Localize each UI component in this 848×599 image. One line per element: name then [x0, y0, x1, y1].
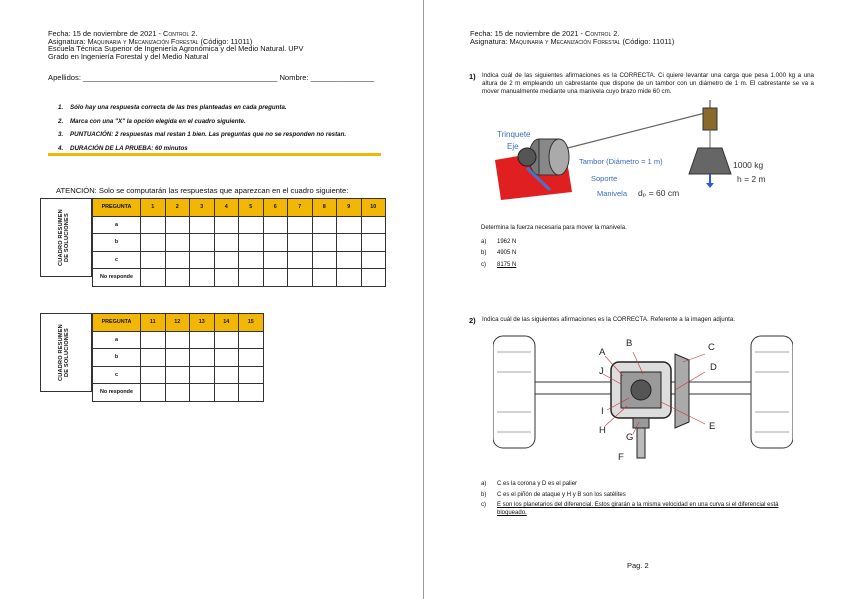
answer-cell[interactable]	[263, 216, 288, 234]
answer-cell[interactable]	[141, 269, 166, 287]
answer-cell[interactable]	[337, 251, 362, 269]
answer-cell[interactable]	[190, 251, 215, 269]
table-row	[93, 349, 264, 367]
answer-cell[interactable]	[214, 216, 239, 234]
left-wheel	[493, 336, 535, 448]
table-row	[93, 234, 386, 252]
answer-cell[interactable]	[239, 269, 264, 287]
answer-cell[interactable]	[337, 269, 362, 287]
answer-cell[interactable]	[190, 269, 215, 287]
atencion-text: ATENCIÓN: Solo se computarán las respuestas que aparezcan en el cuadro siguiente:	[56, 186, 349, 195]
label-soporte: Soporte	[591, 174, 618, 183]
answer-cell[interactable]	[190, 366, 215, 384]
answer-cell[interactable]	[214, 366, 239, 384]
answer-cell[interactable]	[214, 331, 239, 349]
apellidos-field[interactable]: Apellidos: ______________________________________________	[48, 73, 278, 82]
header-fecha: Fecha: 15 de noviembre de 2021 -	[470, 29, 586, 38]
question-number: 14	[214, 314, 239, 332]
answer-cell[interactable]	[190, 384, 215, 402]
row-label: b	[93, 349, 141, 367]
answer-cell[interactable]	[239, 384, 264, 402]
answer-cell[interactable]	[165, 216, 190, 234]
answer-cell[interactable]	[214, 234, 239, 252]
table1-answer-grid	[92, 198, 386, 287]
label-e: E	[709, 421, 716, 432]
answer-cell[interactable]	[190, 216, 215, 234]
answer-cell[interactable]	[141, 216, 166, 234]
option-a[interactable]: a) 1962 N	[481, 238, 517, 245]
drum-right	[549, 139, 569, 175]
label-g: G	[626, 432, 634, 443]
instruction-item: 4. DURACIÓN DE LA PRUEBA: 60 minutos	[58, 144, 188, 152]
answer-cell[interactable]	[165, 366, 190, 384]
nombre-field[interactable]: Nombre: _______________	[279, 73, 375, 82]
answer-cell[interactable]	[239, 216, 264, 234]
question-number: 5	[239, 199, 264, 217]
answer-cell[interactable]	[239, 349, 264, 367]
question-number: 13	[190, 314, 215, 332]
option-c[interactable]: c) E son los planetarios del diferencial. Estos girarán a la misma velocidad en una curva si el diferencial está bloqueado.	[481, 502, 779, 516]
row-label: b	[93, 234, 141, 252]
header-fecha: Fecha: 15 de noviembre de 2021 -	[48, 29, 164, 38]
header-escuela: Escuela Técnica Superior de Ingeniería Agronómica y del Medio Natural. UPV	[48, 44, 304, 54]
option-a[interactable]: a) C es la corona y D es el palier	[481, 480, 578, 487]
answer-cell[interactable]	[288, 251, 313, 269]
label-tambor: Tambor (Diámetro = 1 m)	[579, 157, 663, 166]
header-codigo: (Código: 11011)	[620, 36, 675, 46]
header-asignatura-label: Asignatura:	[470, 36, 510, 46]
answer-cell[interactable]	[288, 216, 313, 234]
trinquete-gear	[518, 148, 536, 166]
answer-cell[interactable]	[141, 349, 166, 367]
answer-cell[interactable]	[214, 384, 239, 402]
table1-side-box	[40, 198, 92, 277]
option-b[interactable]: b) C es el piñón de ataque y H y B son los satélites	[481, 492, 626, 499]
answer-cell[interactable]	[165, 269, 190, 287]
q2-number: 2)	[469, 316, 476, 325]
answer-cell[interactable]	[214, 269, 239, 287]
down-arrow-icon	[706, 183, 714, 188]
rope-line	[552, 112, 709, 152]
header-control: Control 2.	[585, 29, 620, 38]
answer-cell[interactable]	[361, 234, 386, 252]
answer-cell[interactable]	[165, 234, 190, 252]
instruction-item: 2. Marca con una "X" la opción elegida en el cuadro siguiente.	[58, 117, 246, 125]
option-c[interactable]: c) 8175 N	[481, 261, 517, 268]
table2-answer-grid	[92, 313, 264, 402]
header-asignatura-label: Asignatura:	[48, 36, 88, 46]
header-asignatura-name: Maquinaria y Mecanización Forestal	[87, 36, 199, 46]
q1-number: 1)	[469, 72, 476, 81]
answer-cell[interactable]	[239, 366, 264, 384]
answer-cell[interactable]	[263, 251, 288, 269]
table2-side-box	[40, 313, 92, 392]
question-number: 2	[165, 199, 190, 217]
center-gear	[631, 380, 651, 400]
question-number: 3	[190, 199, 215, 217]
answer-cell[interactable]	[190, 331, 215, 349]
answer-cell[interactable]	[288, 269, 313, 287]
instruction-item: 3. PUNTUACIÓN: 2 respuestas mal restan 1 bien. Las preguntas que no se responden no restan.	[58, 131, 347, 138]
answer-cell[interactable]	[214, 349, 239, 367]
label-a: A	[599, 347, 606, 358]
answer-cell[interactable]	[239, 234, 264, 252]
header-codigo: (Código: 11011)	[198, 36, 253, 46]
answer-cell[interactable]	[312, 251, 337, 269]
answer-cell[interactable]	[263, 269, 288, 287]
answer-cell[interactable]	[337, 234, 362, 252]
divider-line	[48, 153, 381, 156]
differential-figure	[493, 332, 793, 464]
answer-cell[interactable]	[337, 216, 362, 234]
answer-cell[interactable]	[312, 216, 337, 234]
row-label: c	[93, 366, 141, 384]
question-number: 10	[361, 199, 386, 217]
q1-text: Indica cuál de las siguientes afirmaciones es la CORRECTA. Ci quiere levantar una carga que pesa 1.000 kg a una altura de 2 m empleando un cabrestante que dispone de un tambor con un diámetro de 1 m. El cabrestante se va a mover manualmente mediante una manivela cuyo brazo mide 60 cm.	[482, 72, 814, 95]
label-f-bottom: F	[618, 452, 624, 463]
weight	[689, 148, 731, 174]
answer-cell[interactable]	[141, 331, 166, 349]
answer-cell[interactable]	[165, 384, 190, 402]
label-dp: dₚ = 60 cm	[638, 188, 680, 198]
table-row	[93, 251, 386, 269]
answer-cell[interactable]	[312, 234, 337, 252]
question-number: 15	[239, 314, 264, 332]
label-altura: h = 2 m	[737, 174, 766, 184]
q2-text: Indica cuál de las siguientes afirmaciones es la CORRECTA. Referente a la imagen adjunta.	[482, 316, 736, 323]
table-head-pregunta: PREGUNTA	[93, 199, 141, 217]
question-number: 9	[337, 199, 362, 217]
page-2	[425, 0, 848, 599]
table-row	[93, 366, 264, 384]
answer-cell[interactable]	[239, 251, 264, 269]
header-control: Control 2.	[163, 29, 198, 38]
label-eje: Eje	[507, 142, 519, 151]
answer-cell[interactable]	[141, 234, 166, 252]
pulley	[703, 108, 717, 130]
row-label: a	[93, 216, 141, 234]
label-d: D	[710, 362, 717, 373]
row-label: c	[93, 251, 141, 269]
student-fields	[48, 73, 374, 82]
answer-cell[interactable]	[214, 251, 239, 269]
table1-side-label: CUADRO RESUMEN DE SOLUCIONES	[58, 209, 70, 267]
table-head-pregunta: PREGUNTA	[93, 314, 141, 332]
page1-header	[48, 30, 398, 60]
header-asignatura-name: Maquinaria y Mecanización Forestal	[509, 36, 621, 46]
table-row	[93, 216, 386, 234]
q2-options	[481, 478, 816, 517]
table2-side-label: CUADRO RESUMEN DE SOLUCIONES	[58, 324, 70, 382]
label-peso: 1000 kg	[733, 160, 764, 170]
question-number: 6	[263, 199, 288, 217]
question-number: 1	[141, 199, 166, 217]
label-h: H	[599, 425, 606, 436]
answer-cell[interactable]	[361, 216, 386, 234]
table-row	[93, 384, 264, 402]
answer-cell[interactable]	[165, 331, 190, 349]
question-number: 4	[214, 199, 239, 217]
ring-gear	[675, 354, 689, 428]
answer-cell[interactable]	[361, 269, 386, 287]
page2-header	[470, 30, 820, 45]
instructions-list	[58, 104, 388, 158]
answer-cell[interactable]	[239, 331, 264, 349]
winch-figure	[487, 100, 787, 208]
q1-options	[481, 236, 516, 271]
right-wheel	[751, 336, 793, 448]
answer-cell[interactable]	[361, 251, 386, 269]
answer-cell[interactable]	[141, 384, 166, 402]
answer-cell[interactable]	[141, 366, 166, 384]
instruction-item: 1. Sólo hay una respuesta correcta de las tres planteadas en cada pregunta.	[58, 104, 287, 111]
label-trinquete: Trinquete	[497, 130, 531, 139]
answer-cell[interactable]	[312, 269, 337, 287]
label-i: I	[601, 406, 604, 417]
label-j: J	[599, 366, 604, 377]
answer-cell[interactable]	[165, 349, 190, 367]
label-manivela: Manivela	[597, 189, 628, 198]
answer-cell[interactable]	[141, 251, 166, 269]
pinion	[633, 418, 649, 428]
page-number: Pag. 2	[627, 561, 649, 570]
pinion-shaft	[637, 428, 645, 458]
table-row	[93, 269, 386, 287]
label-b: B	[626, 338, 633, 349]
label-c: C	[708, 342, 715, 353]
question-number: 7	[288, 199, 313, 217]
answer-cell[interactable]	[190, 349, 215, 367]
row-label: No responde	[93, 384, 141, 402]
header-grado: Grado en Ingeniería Forestal y del Medio Natural	[48, 51, 209, 61]
row-label: No responde	[93, 269, 141, 287]
row-label: a	[93, 331, 141, 349]
answer-cell[interactable]	[263, 234, 288, 252]
answer-cell[interactable]	[288, 234, 313, 252]
q1-prompt: Determina la fuerza necesaria para mover la manivela.	[481, 225, 627, 231]
answer-cell[interactable]	[165, 251, 190, 269]
option-b[interactable]: b) 4905 N	[481, 250, 517, 257]
table-row	[93, 331, 264, 349]
question-number: 8	[312, 199, 337, 217]
answer-cell[interactable]	[190, 234, 215, 252]
question-number: 11	[141, 314, 166, 332]
question-number: 12	[165, 314, 190, 332]
